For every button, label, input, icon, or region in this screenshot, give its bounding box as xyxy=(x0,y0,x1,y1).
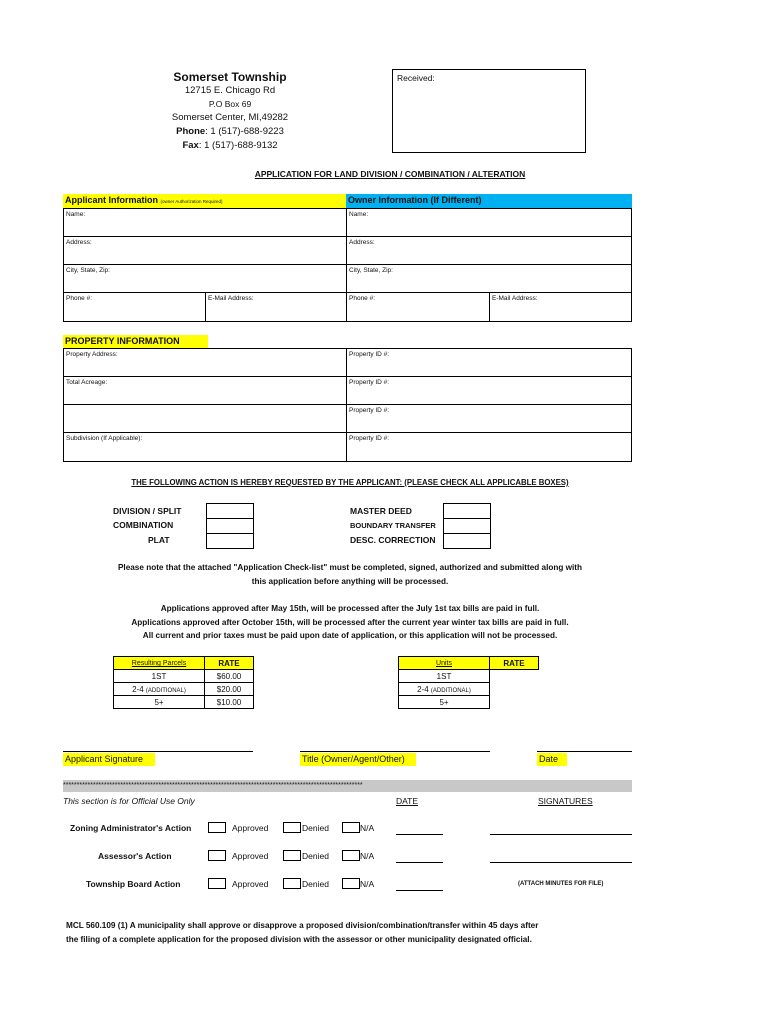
footer-line-1: MCL 560.109 (1) A municipality shall approve or disapprove a proposed division/combination/transfer within 45 days after xyxy=(66,921,539,930)
attach-minutes-note: (ATTACH MINUTES FOR FILE) xyxy=(518,881,604,887)
rates-right-r2 xyxy=(398,682,490,696)
master-deed-label: MASTER DEED xyxy=(350,506,412,516)
action-heading: THE FOLLOWING ACTION IS HEREBY REQUESTED BY THE APPLICANT: (PLEASE CHECK ALL APPLICABLE BOXES) xyxy=(131,478,569,487)
zoning-approved-checkbox[interactable] xyxy=(208,822,226,833)
fax-value: : 1 (517)-688-9132 xyxy=(198,140,278,151)
phone-line xyxy=(140,126,320,137)
property-address-label: Property Address: xyxy=(66,351,118,358)
assessor-label: Assessor's Action xyxy=(98,851,172,861)
rates-right-col1-text: Units xyxy=(436,660,452,667)
division-label: DIVISION / SPLIT xyxy=(113,506,182,516)
property-heading: PROPERTY INFORMATION xyxy=(63,335,208,349)
received-label: Received: xyxy=(397,73,435,83)
board-approved-label: Approved xyxy=(232,879,269,889)
official-signatures-heading: SIGNATURES xyxy=(538,796,593,806)
owner-name-field[interactable] xyxy=(346,208,632,237)
form-title: APPLICATION FOR LAND DIVISION / COMBINATION / ALTERATION xyxy=(254,169,526,179)
assessor-date-line[interactable] xyxy=(396,862,443,863)
official-use-label: This section is for Official Use Only xyxy=(63,796,195,806)
board-na-label: N/A xyxy=(360,879,375,889)
separator-stars: ************************************************************************************************************** xyxy=(63,780,632,792)
applicant-email-field[interactable] xyxy=(205,292,347,322)
total-acreage-label: Total Acreage: xyxy=(66,379,108,386)
title-line[interactable] xyxy=(300,751,490,752)
owner-city-label: City, State, Zip: xyxy=(349,267,393,274)
note-checklist-2: this application before anything will be processed. xyxy=(251,577,449,586)
date-label: Date xyxy=(537,753,567,766)
combination-checkbox[interactable] xyxy=(206,518,254,534)
combination-label: COMBINATION xyxy=(113,520,174,530)
board-denied-checkbox[interactable] xyxy=(283,878,301,889)
rates-right-r1: 1ST xyxy=(398,669,490,683)
applicant-email-label: E-Mail Address: xyxy=(208,295,254,302)
assessor-approved-label: Approved xyxy=(232,851,269,861)
rates-right-r2-text: 2-4 xyxy=(417,685,429,694)
property-id-field-3[interactable] xyxy=(346,404,632,433)
rates-right-r2-note: (ADDITIONAL) xyxy=(430,688,471,694)
received-box[interactable] xyxy=(392,69,586,153)
owner-address-field[interactable] xyxy=(346,236,632,265)
owner-phone-label: Phone #: xyxy=(349,295,376,302)
zoning-date-line[interactable] xyxy=(396,834,443,835)
applicant-heading xyxy=(63,194,346,208)
assessor-na-label: N/A xyxy=(360,851,375,861)
property-address-field[interactable] xyxy=(63,348,347,377)
assessor-denied-label: Denied xyxy=(302,851,329,861)
desc-correction-label: DESC. CORRECTION xyxy=(350,535,436,545)
total-acreage-field[interactable] xyxy=(63,376,347,405)
board-approved-checkbox[interactable] xyxy=(208,878,226,889)
rates-left-v3: $10.00 xyxy=(204,695,254,709)
note-october: Applications approved after October 15th, will be processed after the current year winter tax bills are paid in full. xyxy=(131,618,569,627)
fax-label: Fax xyxy=(182,140,199,151)
owner-email-field[interactable] xyxy=(489,292,632,322)
board-denied-label: Denied xyxy=(302,879,329,889)
rates-left-r2-note: (ADDITIONAL) xyxy=(145,688,186,694)
applicant-name-label: Name: xyxy=(66,211,86,218)
property-id-field-1[interactable] xyxy=(346,348,632,377)
owner-address-label: Address: xyxy=(349,239,375,246)
rates-left-col1 xyxy=(113,656,205,670)
applicant-name-field[interactable] xyxy=(63,208,347,237)
rates-left-v1: $60.00 xyxy=(204,669,254,683)
applicant-signature-label: Applicant Signature xyxy=(63,753,155,766)
rates-left-r2 xyxy=(113,682,205,696)
zoning-na-checkbox[interactable] xyxy=(342,822,360,833)
title-label: Title (Owner/Agent/Other) xyxy=(300,753,416,766)
note-may: Applications approved after May 15th, will be processed after the July 1st tax bills are paid in full. xyxy=(160,604,540,613)
owner-city-field[interactable] xyxy=(346,264,632,293)
rates-left-r2-text: 2-4 xyxy=(132,685,144,694)
property-id-field-4[interactable] xyxy=(346,432,632,462)
desc-correction-checkbox[interactable] xyxy=(443,533,491,549)
assessor-signature-line[interactable] xyxy=(490,862,632,863)
assessor-approved-checkbox[interactable] xyxy=(208,850,226,861)
property-id-label-4: Property ID #: xyxy=(349,435,390,442)
note-taxes: All current and prior taxes must be paid upon date of application, or this application will not be processed. xyxy=(142,631,558,640)
zoning-denied-checkbox[interactable] xyxy=(283,822,301,833)
owner-heading: Owner Information (If Different) xyxy=(346,194,632,208)
owner-phone-field[interactable] xyxy=(346,292,490,322)
subdivision-label: Subdivision (If Applicable): xyxy=(66,435,143,442)
footer-line-2: the filing of a complete application for the proposed division with the assessor or other municipality designated official. xyxy=(66,935,532,944)
zoning-denied-label: Denied xyxy=(302,823,329,833)
board-date-line[interactable] xyxy=(396,890,443,891)
property-id-label-1: Property ID #: xyxy=(349,351,390,358)
assessor-denied-checkbox[interactable] xyxy=(283,850,301,861)
property-id-label-2: Property ID #: xyxy=(349,379,390,386)
applicant-city-field[interactable] xyxy=(63,264,347,293)
assessor-na-checkbox[interactable] xyxy=(342,850,360,861)
subdivision-field[interactable] xyxy=(63,432,347,462)
applicant-note: (owner Authorization Required) xyxy=(160,199,223,204)
property-id-label-3: Property ID #: xyxy=(349,407,390,414)
official-date-heading: DATE xyxy=(396,796,419,806)
board-na-checkbox[interactable] xyxy=(342,878,360,889)
address-line-1: 12715 E. Chicago Rd xyxy=(184,85,276,96)
rates-right-col1 xyxy=(398,656,490,670)
boundary-transfer-label: BOUNDARY TRANSFER xyxy=(350,521,436,530)
applicant-signature-line[interactable] xyxy=(63,751,253,752)
zoning-label: Zoning Administrator's Action xyxy=(70,823,192,833)
date-line[interactable] xyxy=(537,751,632,752)
rates-right-col2: RATE xyxy=(489,656,539,670)
applicant-phone-field[interactable] xyxy=(63,292,206,322)
rates-left-col1-text: Resulting Parcels xyxy=(131,660,187,667)
plat-label: PLAT xyxy=(148,535,170,545)
rates-left-r1: 1ST xyxy=(113,669,205,683)
fax-line xyxy=(140,140,320,151)
zoning-signature-line[interactable] xyxy=(490,834,632,835)
owner-name-label: Name: xyxy=(349,211,369,218)
rates-left-col2: RATE xyxy=(204,656,254,670)
township-name: Somerset Township xyxy=(173,70,287,84)
master-deed-checkbox[interactable] xyxy=(443,503,491,519)
address-line-3: Somerset Center, MI,49282 xyxy=(171,112,289,123)
applicant-heading-text: Applicant Information xyxy=(65,195,158,205)
address-line-2: P.O Box 69 xyxy=(208,99,252,109)
division-checkbox[interactable] xyxy=(206,503,254,519)
rates-left-v2: $20.00 xyxy=(204,682,254,696)
applicant-phone-label: Phone #: xyxy=(66,295,93,302)
zoning-approved-label: Approved xyxy=(232,823,269,833)
owner-email-label: E-Mail Address: xyxy=(492,295,538,302)
applicant-address-label: Address: xyxy=(66,239,92,246)
applicant-city-label: City, State, Zip: xyxy=(66,267,110,274)
board-label: Township Board Action xyxy=(86,879,181,889)
note-checklist-1: Please note that the attached "Application Check-list" must be completed, signed, authorized and submitted along with xyxy=(117,563,583,572)
applicant-address-field[interactable] xyxy=(63,236,347,265)
property-extra-field[interactable] xyxy=(63,404,347,433)
rates-right-r3: 5+ xyxy=(398,695,490,709)
boundary-transfer-checkbox[interactable] xyxy=(443,518,491,534)
plat-checkbox[interactable] xyxy=(206,533,254,549)
phone-label: Phone xyxy=(176,126,206,137)
zoning-na-label: N/A xyxy=(360,823,375,833)
phone-value: : 1 (517)-688-9223 xyxy=(205,126,284,137)
property-id-field-2[interactable] xyxy=(346,376,632,405)
rates-left-r3: 5+ xyxy=(113,695,205,709)
